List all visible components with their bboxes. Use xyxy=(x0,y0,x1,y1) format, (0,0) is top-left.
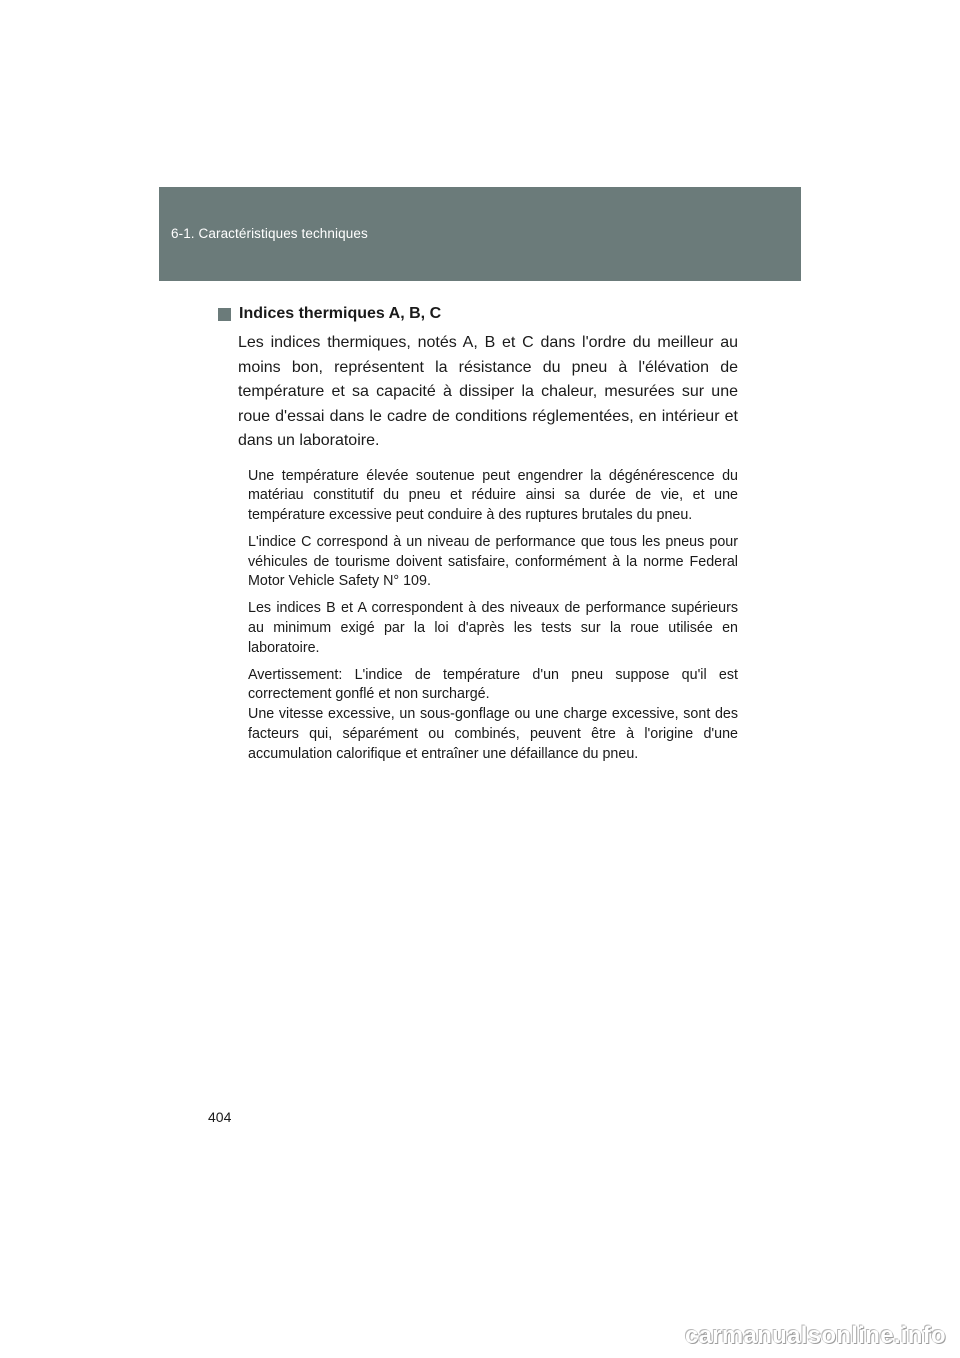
section-heading xyxy=(218,304,738,324)
note-paragraph: L'indice C correspond à un niveau de performance que tous les pneus pour véhicules de tourisme doivent satisfaire, conformément à la norme Federal Motor Vehicle Safety N° 109. xyxy=(248,533,738,590)
note-paragraph: Avertissement: L'indice de température d'un pneu suppose qu'il est correctement gonflé et non surchargé. xyxy=(248,666,738,703)
page-number: 404 xyxy=(208,1109,232,1125)
content-section xyxy=(218,304,738,772)
note-paragraph: Une vitesse excessive, un sous-gonflage ou une charge excessive, sont des facteurs qui, séparément ou combinés, peuvent être à l'origine d'une accumulation calorifique et entraîner une défaillance du pneu. xyxy=(248,706,738,762)
intro-paragraph: Les indices thermiques, notés A, B et C dans l'ordre du meilleur au moins bon, représentent la résistance du pneu à l'élévation de température et sa capacité à dissiper la chaleur, mesurées sur une roue d'essai dans le cadre de conditions réglementées, en intérieur et dans un laboratoire. xyxy=(238,334,738,449)
section-heading-text: Indices thermiques A, B, C xyxy=(239,305,442,322)
note-paragraph: Les indices B et A correspondent à des niveaux de performance supérieurs au minimum exigé par la loi d'après les tests sur la roue utilisée en laboratoire. xyxy=(248,600,738,656)
notes-block xyxy=(248,467,738,765)
chapter-header-band xyxy=(159,187,801,281)
note-paragraph: Une température élevée soutenue peut engendrer la dégénérescence du matériau constitutif du pneu et réduire ainsi sa durée de vie, et une température excessive peut conduire à des ruptures brutales du pneu. xyxy=(248,467,738,524)
watermark-logo: carmanualsonline.info xyxy=(684,1322,946,1349)
chapter-section-label: 6-1. Caractéristiques techniques xyxy=(171,226,368,241)
square-bullet-icon xyxy=(218,308,231,321)
